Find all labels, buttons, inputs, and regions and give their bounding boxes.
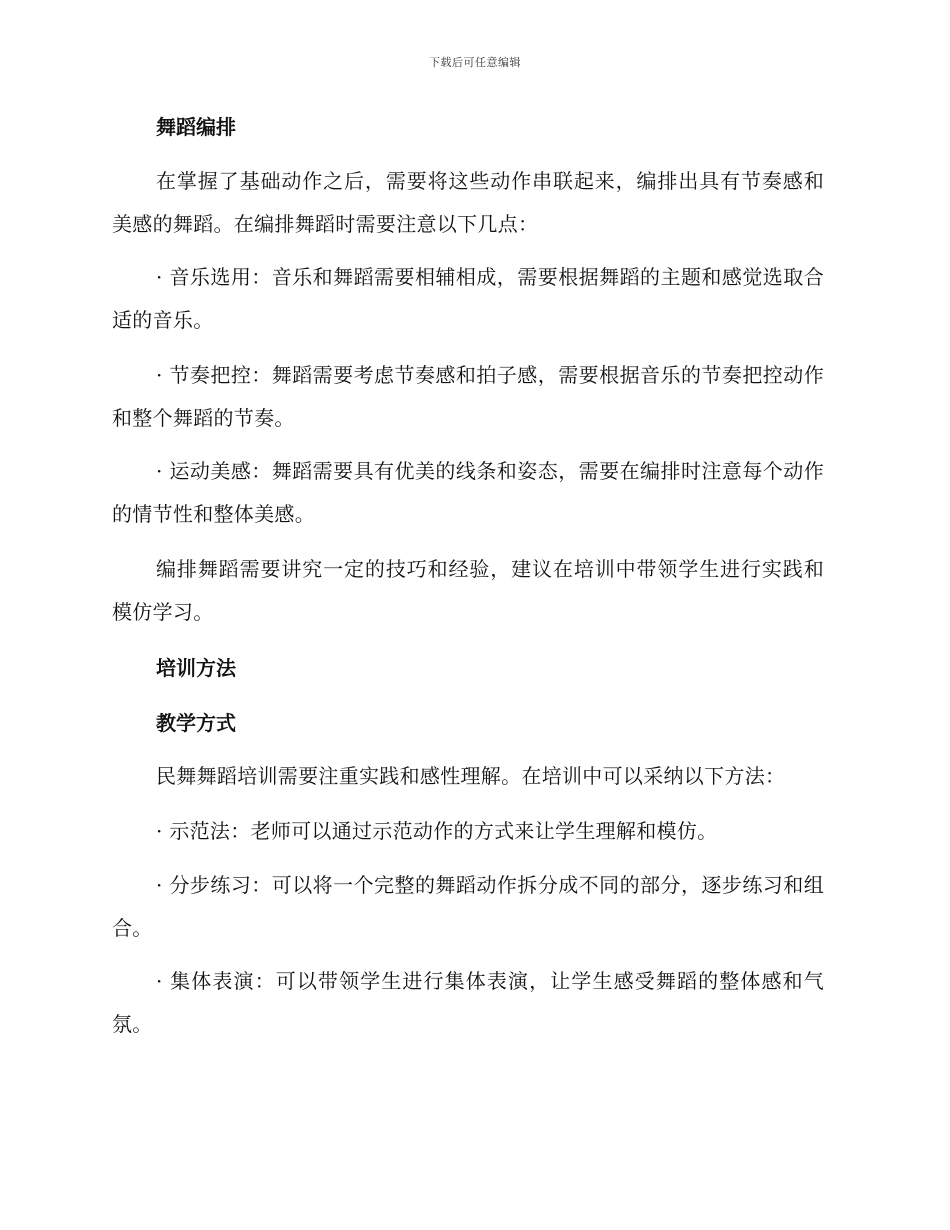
bullet-demonstration: · 示范法：老师可以通过示范动作的方式来让学生理解和模仿。 [156,819,718,843]
bullet-movement-beauty: · 运动美感：舞蹈需要具有优美的线条和姿态，需要在编排时注意每个动作的情节性和整体美感。 [112,459,824,526]
paragraph-methods-intro: 民舞舞蹈培训需要注重实践和感性理解。在培训中可以采纳以下方法： [156,764,786,788]
paragraph-choreography-advice: 编排舞蹈需要讲究一定的技巧和经验，建议在培训中带领学生进行实践和模仿学习。 [112,557,824,624]
section-heading-dance-choreography: 舞蹈编排 [156,115,236,139]
page-header: 下载后可任意编辑 [429,56,521,69]
bullet-rhythm-control: · 节奏把控：舞蹈需要考虑节奏感和拍子感，需要根据音乐的节奏把控动作和整个舞蹈的节奏。 [112,363,824,430]
section-heading-training-methods: 培训方法 [156,656,236,680]
subsection-heading-teaching-approach: 教学方式 [156,711,236,735]
paragraph-choreography-intro: 在掌握了基础动作之后，需要将这些动作串联起来，编排出具有节奏感和美感的舞蹈。在编排舞蹈时需要注意以下几点： [112,169,824,236]
bullet-group-performance: · 集体表演：可以带领学生进行集体表演，让学生感受舞蹈的整体感和气氛。 [112,969,824,1036]
bullet-music-selection: · 音乐选用：音乐和舞蹈需要相辅相成，需要根据舞蹈的主题和感觉选取合适的音乐。 [112,265,824,332]
bullet-step-practice: · 分步练习：可以将一个完整的舞蹈动作拆分成不同的部分，逐步练习和组合。 [112,873,824,940]
